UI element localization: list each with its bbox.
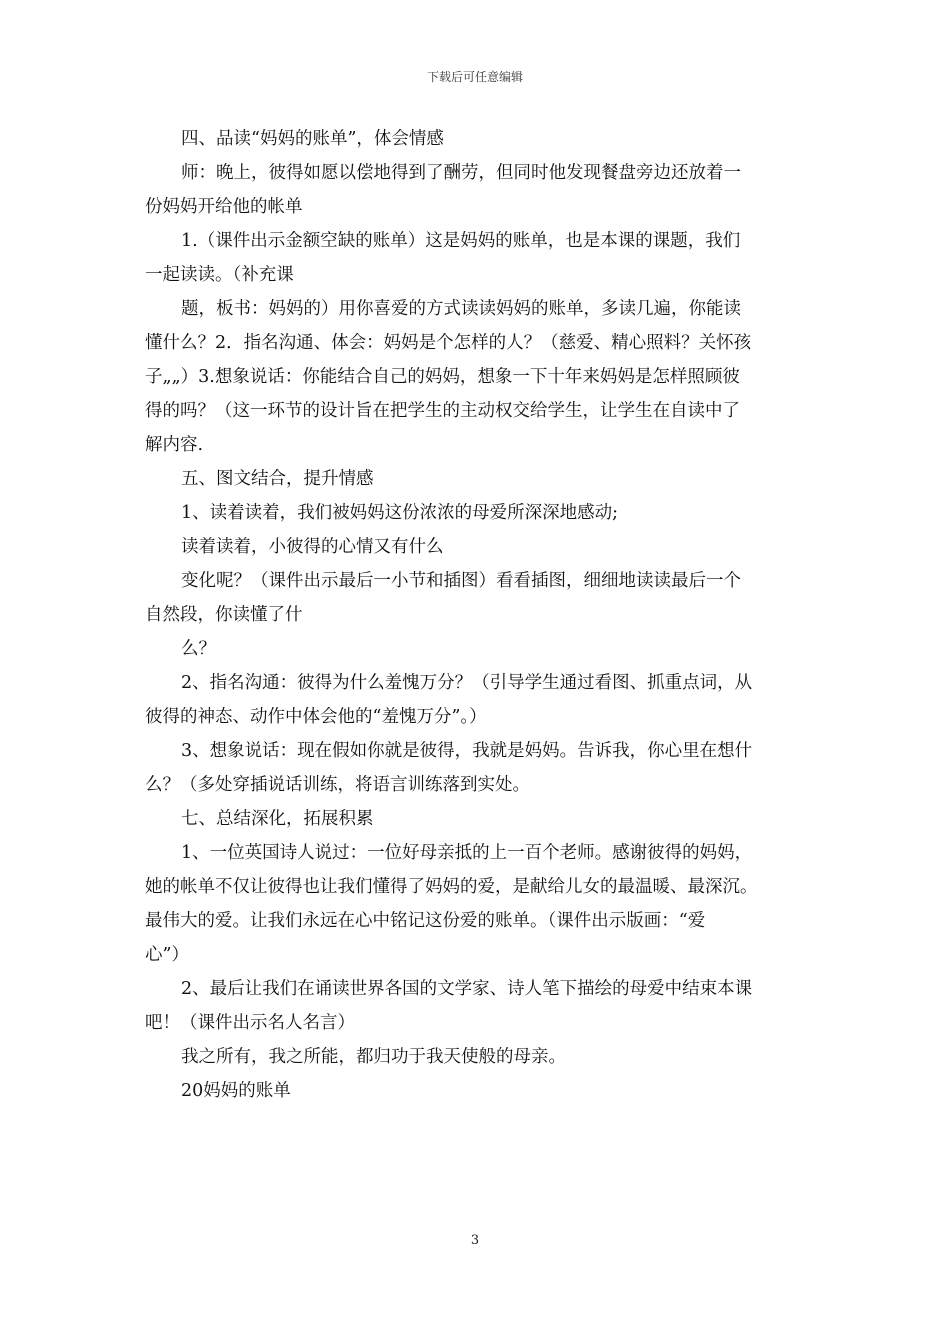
paragraph-line: 四、品读“妈妈的账单”，体会情感 bbox=[181, 129, 444, 149]
paragraph-line: 2、指名沟通：彼得为什么羞愧万分？（引导学生通过看图、抓重点词，从 bbox=[181, 673, 753, 693]
paragraph-line: 读着读着，小彼得的心情又有什么 bbox=[181, 537, 444, 557]
paragraph-line: 懂什么？2．指名沟通、体会：妈妈是个怎样的人？（慈爱、精心照料？关怀孩 bbox=[145, 333, 752, 353]
paragraph-line: 我之所有，我之所能，都归功于我天使般的母亲。 bbox=[181, 1047, 566, 1067]
paragraph-line: 么？ bbox=[181, 639, 216, 659]
paragraph-line: 心”） bbox=[145, 945, 189, 965]
paragraph-line: 2、最后让我们在诵读世界各国的文学家、诗人笔下描绘的母爱中结束本课 bbox=[181, 979, 753, 999]
paragraph-line: 她的帐单不仅让彼得也让我们懂得了妈妈的爱，是献给儿女的最温暖、最深沉。 bbox=[145, 877, 758, 897]
paragraph-line: 最伟大的爱。让我们永远在心中铭记这份爱的账单。（课件出示版画：“爱 bbox=[145, 911, 706, 931]
paragraph-line: 七、总结深化，拓展积累 bbox=[181, 809, 374, 829]
document-body bbox=[145, 122, 810, 1108]
paragraph-line: 份妈妈开给他的帐单 bbox=[145, 197, 303, 217]
paragraph-line: 1.（课件出示金额空缺的账单）这是妈妈的账单，也是本课的课题，我们 bbox=[181, 231, 741, 251]
paragraph-line: 3、想象说话：现在假如你就是彼得，我就是妈妈。告诉我，你心里在想什 bbox=[181, 741, 753, 761]
paragraph-line: 题，板书：妈妈的）用你喜爱的方式读读妈妈的账单，多读几遍，你能读 bbox=[181, 299, 741, 319]
paragraph-line: 吧！（课件出示名人名言） bbox=[145, 1013, 355, 1033]
paragraph-line: 五、图文结合，提升情感 bbox=[181, 469, 374, 489]
paragraph-line: 师：晚上，彼得如愿以偿地得到了酬劳，但同时他发现餐盘旁边还放着一 bbox=[181, 163, 741, 183]
paragraph-line: 变化呢？（课件出示最后一小节和插图）看看插图，细细地读读最后一个 bbox=[181, 571, 741, 591]
paragraph-line: 彼得的神态、动作中体会他的“羞愧万分”。） bbox=[145, 707, 487, 727]
paragraph-line: 1、读着读着，我们被妈妈这份浓浓的母爱所深深地感动; bbox=[181, 503, 619, 523]
paragraph-line: 自然段，你读懂了什 bbox=[145, 605, 303, 625]
paragraph-line: 1、一位英国诗人说过：一位好母亲抵的上一百个老师。感谢彼得的妈妈， bbox=[181, 843, 753, 863]
paragraph-line: 一起读读。（补充课 bbox=[145, 265, 294, 285]
paragraph-line: 解内容. bbox=[145, 435, 204, 455]
paragraph-line: 20妈妈的账单 bbox=[181, 1081, 291, 1101]
paragraph-line: 子„„）3.想象说话：你能结合自己的妈妈，想象一下十年来妈妈是怎样照顾彼 bbox=[145, 367, 740, 387]
paragraph-line: 得的吗？（这一环节的设计旨在把学生的主动权交给学生，让学生在自读中了 bbox=[145, 401, 740, 421]
paragraph-line: 么？（多处穿插说话训练，将语言训练落到实处。 bbox=[145, 775, 530, 795]
page-header: 下载后可任意编辑 bbox=[426, 70, 523, 84]
page-number: 3 bbox=[470, 1233, 480, 1248]
